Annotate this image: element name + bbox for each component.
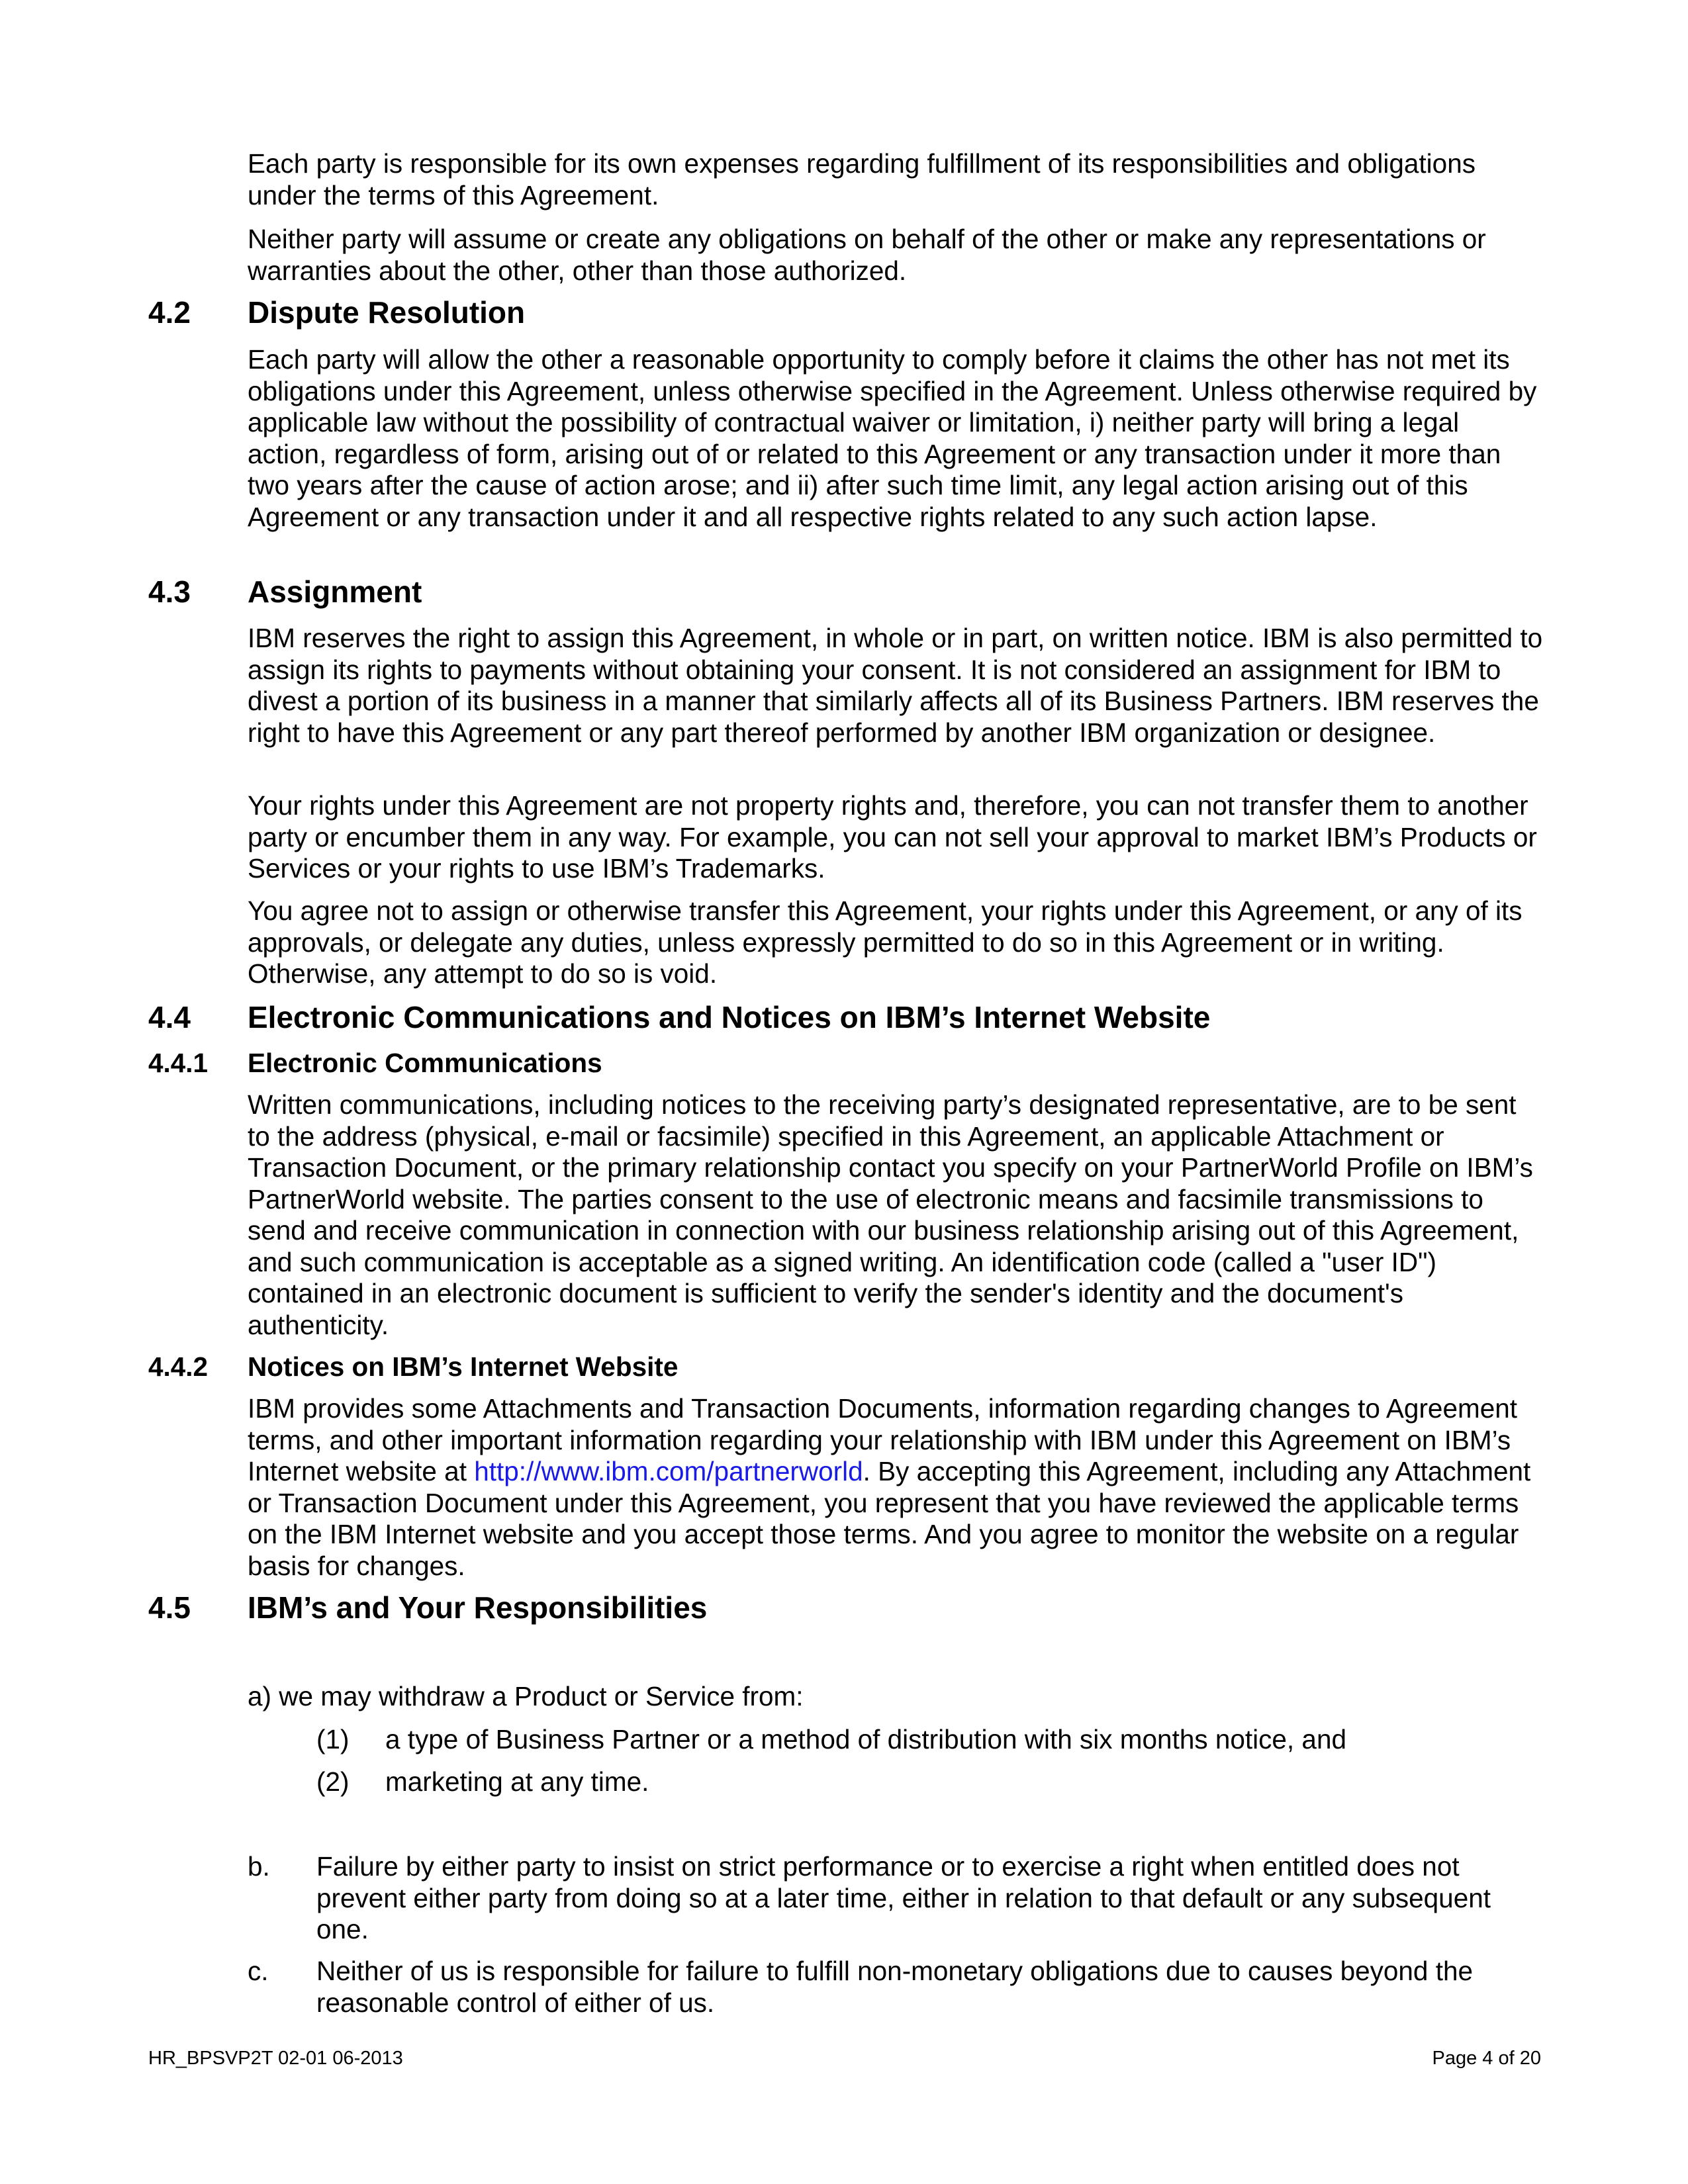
section-number: 4.3: [148, 574, 191, 609]
section-title: Assignment: [248, 574, 422, 609]
paragraph-electronic-communications: Written communications, including notices to the receiving party’s designated representative, are to be sent to the address (physical, e-mail or facsimile) specified in this Agreement, an applicable Attachment or Transaction Document, or the primary relationship contact you specify on your PartnerWorld Profile on IBM’s PartnerWorld website. The parties consent to the use of electronic means and facsimile transmissions to send and receive communication in connection with our business relationship arising out of this Agreement, and such communication is acceptable as a signed writing. An identification code (called a "user ID") contained in an electronic document is sufficient to verify the sender's identity and the document's authenticity.: [248, 1089, 1533, 1340]
paragraph-assignment-3: You agree not to assign or otherwise transfer this Agreement, your rights under this Agreement, or any of its approvals, or delegate any duties, unless expressly permitted to do so in this Agreement or in writing. Otherwise, any attempt to do so is void.: [248, 895, 1523, 989]
section-title: Dispute Resolution: [248, 295, 526, 330]
section-title: IBM’s and Your Responsibilities: [248, 1590, 708, 1625]
partnerworld-link[interactable]: http://www.ibm.com/partnerworld: [474, 1456, 863, 1486]
paragraph-expenses: Each party is responsible for its own expenses regarding fulfillment of its responsibilities and obligations under the terms of this Agreement.: [248, 148, 1476, 210]
list-label: (2): [316, 1766, 350, 1797]
list-item-a-intro: a) we may withdraw a Product or Service from:: [248, 1681, 804, 1711]
list-text: a type of Business Partner or a method of distribution with six months notice, and: [385, 1724, 1347, 1754]
sub-list-item-2: [316, 1766, 649, 1798]
paragraph-obligations: Neither party will assume or create any obligations on behalf of the other or make any representations or warranties about the other, other than those authorized.: [248, 224, 1486, 286]
paragraph-dispute-resolution: Each party will allow the other a reasonable opportunity to comply before it claims the other has not met its obligations under this Agreement, unless otherwise specified in the Agreement. Unless otherwise required by applicable law without the possibility of contractual waiver or limitation, i) neither party will bring a legal action, regardless of form, arising out of or related to this Agreement or any transaction under it more than two years after the cause of action arose; and ii) after such time limit, any legal action arising out of this Agreement or any transaction under it and all respective rights related to any such action lapse.: [248, 344, 1537, 532]
paragraph-notices-website: [248, 1393, 1545, 1582]
heading-dispute-resolution: [148, 295, 525, 330]
list-label: (1): [316, 1724, 350, 1754]
section-number: 4.4: [148, 1000, 191, 1034]
list-label: b.: [248, 1851, 270, 1882]
list-item-b: [248, 1851, 1545, 1946]
section-title: Electronic Communications: [248, 1048, 602, 1078]
section-title: Notices on IBM’s Internet Website: [248, 1351, 679, 1382]
section-number: 4.2: [148, 295, 191, 330]
sub-list-item-1: [316, 1724, 1346, 1756]
list-text: marketing at any time.: [385, 1766, 649, 1797]
list-text: Failure by either party to insist on strict performance or to exercise a right when entitled does not prevent either party from doing so at a later time, either in relation to that default or any subsequent one.: [316, 1851, 1491, 1944]
heading-electronic-communications-notices: [148, 999, 1210, 1035]
list-item-c: [248, 1956, 1545, 2019]
heading-assignment: [148, 574, 422, 610]
list-label: c.: [248, 1956, 269, 1986]
section-number: 4.4.2: [148, 1351, 209, 1382]
paragraph-text: . By accepting this Agreement, including any Attachment or Transaction Document under this Agreement, you represent that you have reviewed the applicable terms on the IBM Internet website and you accept those terms. And you agree to monitor the website on a regular basis for changes.: [248, 1456, 1531, 1581]
section-number: 4.4.1: [148, 1048, 209, 1078]
section-title: Electronic Communications and Notices on IBM’s Internet Website: [248, 1000, 1211, 1034]
footer-page-number: Page 4 of 20: [1432, 2048, 1541, 2069]
section-number: 4.5: [148, 1590, 191, 1625]
paragraph-assignment-1: IBM reserves the right to assign this Agreement, in whole or in part, on written notice. IBM is also permitted to assign its rights to payments without obtaining your consent. It is not considered an assignment for IBM to divest a portion of its business in a manner that similarly affects all of its Business Partners. IBM reserves the right to have this Agreement or any part thereof performed by another IBM organization or designee.: [248, 623, 1543, 748]
paragraph-assignment-2: Your rights under this Agreement are not property rights and, therefore, you can not transfer them to another party or encumber them in any way. For example, you can not sell your approval to market IBM’s Products or Services or your rights to use IBM’s Trademarks.: [248, 790, 1537, 884]
paragraph-text: IBM provides some Attachments and Transaction Documents, information regarding changes to Agreement terms, and other important information regarding your relationship with IBM under this Agreement on IBM’s Internet website at: [248, 1393, 1518, 1486]
heading-responsibilities: [148, 1590, 707, 1625]
footer-document-id: HR_BPSVP2T 02-01 06-2013: [148, 2048, 403, 2069]
heading-electronic-communications: [148, 1047, 602, 1079]
heading-notices-website: [148, 1351, 678, 1383]
list-text: Neither of us is responsible for failure to fulfill non-monetary obligations due to causes beyond the reasonable control of either of us.: [316, 1956, 1473, 2018]
